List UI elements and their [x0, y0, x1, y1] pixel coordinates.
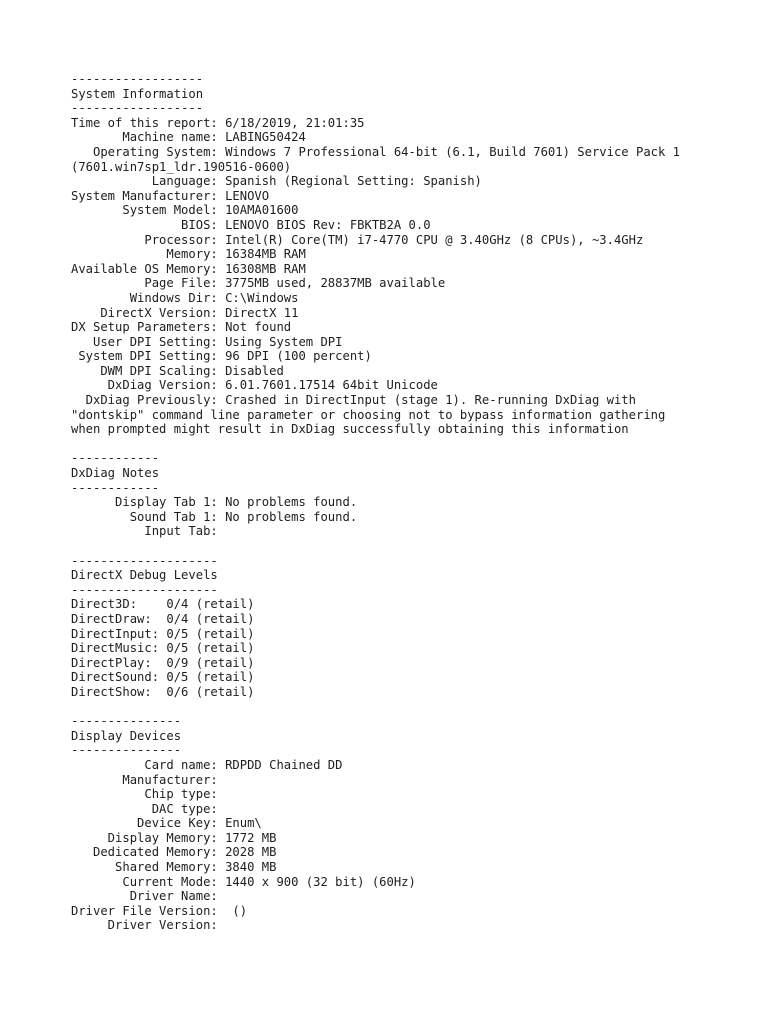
report-line: -------------------- — [71, 582, 218, 597]
report-line: Input Tab: — [71, 524, 226, 539]
report-line: Direct3D: 0/4 (retail) — [71, 597, 255, 612]
report-line: DxDiag Previously: Crashed in DirectInput (stage 1). Re-running DxDiag with — [71, 393, 636, 408]
report-line: Device Key: Enum\ — [71, 816, 262, 831]
report-line: DirectInput: 0/5 (retail) — [71, 626, 255, 641]
report-line: Manufacturer: — [71, 772, 226, 787]
report-line: DAC type: — [71, 801, 226, 816]
report-line: Windows Dir: C:\Windows — [71, 290, 299, 305]
report-line: System Model: 10AMA01600 — [71, 203, 299, 218]
report-line: DX Setup Parameters: Not found — [71, 320, 292, 335]
report-line: Dedicated Memory: 2028 MB — [71, 845, 277, 860]
report-line: DirectMusic: 0/5 (retail) — [71, 641, 255, 656]
report-line: Time of this report: 6/18/2019, 21:01:35 — [71, 115, 365, 130]
report-line: Display Devices — [71, 728, 182, 743]
report-line: DirectShow: 0/6 (retail) — [71, 684, 255, 699]
report-line: Processor: Intel(R) Core(TM) i7-4770 CPU @ 3.40GHz (8 CPUs), ~3.4GHz — [71, 232, 644, 247]
report-line: when prompted might result in DxDiag successfully obtaining this information — [71, 422, 629, 437]
report-line: Machine name: LABING50424 — [71, 130, 306, 145]
report-line — [71, 539, 680, 554]
dxdiag-report — [71, 72, 680, 933]
report-line: DirectDraw: 0/4 (retail) — [71, 611, 255, 626]
report-line: DxDiag Notes — [71, 466, 160, 481]
report-line: Display Memory: 1772 MB — [71, 830, 277, 845]
report-line: Sound Tab 1: No problems found. — [71, 509, 358, 524]
report-line: Available OS Memory: 16308MB RAM — [71, 261, 306, 276]
report-line — [71, 700, 680, 715]
report-line: ------------------ — [71, 101, 204, 116]
report-line: ------------ — [71, 451, 160, 466]
report-line: Driver File Version: () — [71, 903, 248, 918]
report-line: -------------------- — [71, 553, 218, 568]
report-line: System Information — [71, 86, 204, 101]
report-line: Shared Memory: 3840 MB — [71, 860, 277, 875]
report-line: Driver Name: — [71, 889, 226, 904]
report-line: DWM DPI Scaling: Disabled — [71, 363, 284, 378]
report-line: Chip type: — [71, 787, 226, 802]
report-line: --------------- — [71, 714, 182, 729]
report-line: Current Mode: 1440 x 900 (32 bit) (60Hz) — [71, 874, 416, 889]
report-line: Display Tab 1: No problems found. — [71, 495, 358, 510]
report-line: Card name: RDPDD Chained DD — [71, 757, 343, 772]
report-line: DirectPlay: 0/9 (retail) — [71, 655, 255, 670]
report-line: DxDiag Version: 6.01.7601.17514 64bit Unicode — [71, 378, 438, 393]
report-line: System Manufacturer: LENOVO — [71, 188, 270, 203]
report-line: Page File: 3775MB used, 28837MB available — [71, 276, 446, 291]
report-line: Language: Spanish (Regional Setting: Spanish) — [71, 174, 482, 189]
report-line: DirectX Version: DirectX 11 — [71, 305, 299, 320]
report-line: "dontskip" command line parameter or choosing not to bypass information gathering — [71, 407, 666, 422]
report-line: (7601.win7sp1_ldr.190516-0600) — [71, 159, 292, 174]
report-line: Memory: 16384MB RAM — [71, 247, 306, 262]
report-line: ------------ — [71, 480, 160, 495]
report-line: ------------------ — [71, 72, 204, 86]
report-line: User DPI Setting: Using System DPI — [71, 334, 343, 349]
report-line: System DPI Setting: 96 DPI (100 percent) — [71, 349, 372, 364]
report-line: --------------- — [71, 743, 182, 758]
report-line: Operating System: Windows 7 Professional 64-bit (6.1, Build 7601) Service Pack 1 — [71, 144, 681, 159]
report-line: DirectX Debug Levels — [71, 568, 218, 583]
report-line: Driver Version: — [71, 918, 226, 933]
report-line — [71, 437, 680, 452]
report-line: BIOS: LENOVO BIOS Rev: FBKTB2A 0.0 — [71, 217, 431, 232]
report-line: DirectSound: 0/5 (retail) — [71, 670, 255, 685]
